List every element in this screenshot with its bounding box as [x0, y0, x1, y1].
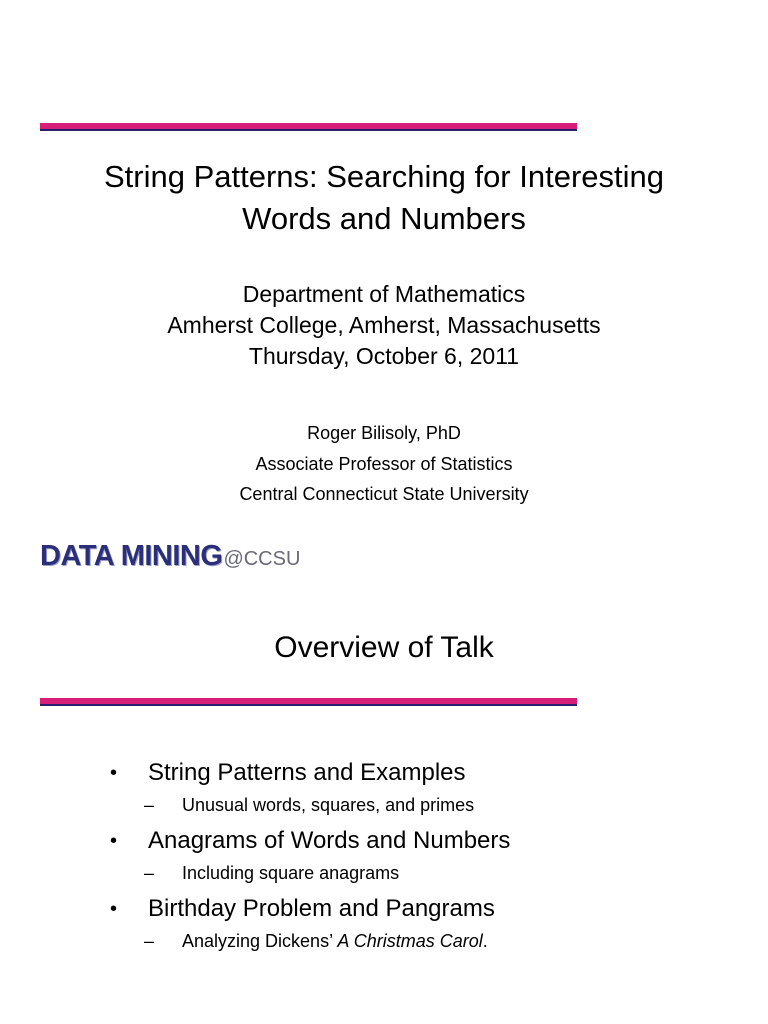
- list-item-text: String Patterns and Examples: [148, 759, 466, 786]
- institution-text: Amherst College, Amherst, Massachusetts: [167, 312, 601, 338]
- author-block: [0, 418, 768, 510]
- author-position: Associate Professor of Statistics: [255, 453, 513, 474]
- list-item-text: Birthday Problem and Pangrams: [148, 895, 495, 922]
- list-item: [0, 756, 768, 790]
- title-line-1: String Patterns: Searching for Interesting: [103, 159, 664, 194]
- sub-item-text: Including square anagrams: [182, 863, 400, 883]
- author-name: Roger Bilisoly, PhD: [307, 423, 461, 443]
- bullet-marker: •: [110, 898, 118, 920]
- data-mining-ccsu-logo: [40, 536, 300, 576]
- date-text: Thursday, October 6, 2011: [248, 343, 520, 369]
- sub-item-suffix: .: [482, 931, 488, 951]
- sub-item-text: [182, 926, 488, 956]
- dash-marker: –: [144, 795, 155, 815]
- dash-marker: –: [144, 931, 155, 951]
- sub-item-prefix: Analyzing Dickens’: [182, 931, 338, 951]
- overview-heading: Overview of Talk: [274, 631, 494, 664]
- top-divider-rule: [40, 123, 577, 131]
- list-item: [0, 892, 768, 926]
- bullet-marker: •: [110, 830, 118, 852]
- logo-main-text: DATA MINING: [40, 540, 223, 572]
- bullet-marker: •: [110, 762, 118, 784]
- slide-title: [0, 156, 768, 240]
- sub-list-item: [0, 790, 768, 824]
- sub-item-text: Unusual words, squares, and primes: [182, 795, 475, 815]
- bottom-divider-rule: [40, 698, 577, 706]
- dash-marker: –: [144, 863, 155, 883]
- list-item: [0, 824, 768, 858]
- sub-list-item: [0, 858, 768, 892]
- overview-list: [0, 756, 768, 960]
- sub-list-item: [0, 926, 768, 960]
- venue-block: [0, 279, 768, 372]
- list-item-text: Anagrams of Words and Numbers: [148, 827, 511, 854]
- book-title: A Christmas Carol: [337, 931, 483, 951]
- department-text: Department of Mathematics: [242, 281, 526, 307]
- author-university: Central Connecticut State University: [239, 484, 529, 504]
- logo-suffix-text: @CCSU: [223, 548, 301, 570]
- title-line-2: Words and Numbers: [242, 201, 526, 236]
